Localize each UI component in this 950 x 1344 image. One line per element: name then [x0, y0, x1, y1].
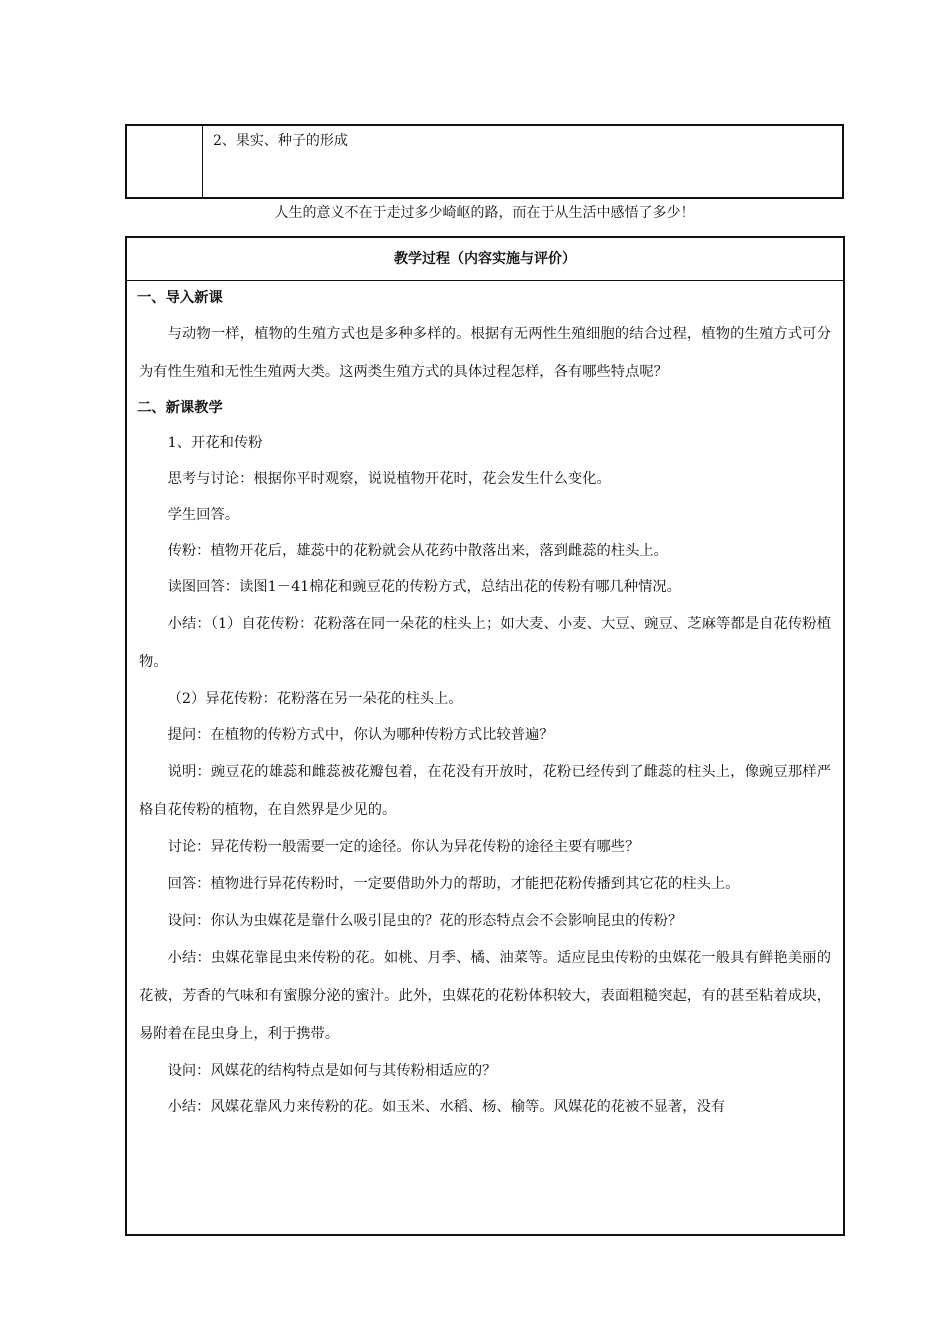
- top-table: [125, 124, 844, 199]
- intro-paragraph: 与动物一样，植物的生殖方式也是多种多样的。根据有无两性生殖细胞的结合过程，植物的生殖方式可分为有性生殖和无性生殖两大类。这两类生殖方式的具体过程怎样，各有哪些特点呢？: [139, 326, 831, 380]
- explain-pea: 说明：豌豆花的雄蕊和雌蕊被花瓣包着，在花没有开放时，花粉已经传到了雌蕊的柱头上，像豌豆那样严格自花传粉的植物，在自然界是少见的。: [139, 764, 831, 818]
- line-cross-pollination: （2）异花传粉：花粉落在另一朵花的柱头上。: [167, 691, 463, 707]
- line-think-discuss: 思考与讨论：根据你平时观察，说说植物开花时，花会发生什么变化。: [167, 471, 611, 487]
- section-title-new-lesson: 二、新课教学: [137, 400, 223, 416]
- question-insect-flowers: 设问：你认为虫媒花是靠什么吸引昆虫的？花的形态特点会不会影响昆虫的传粉？: [167, 913, 683, 929]
- section-title-intro: 一、导入新课: [137, 290, 223, 306]
- summary-insect-flowers: 小结：虫媒花靠昆虫来传粉的花。如桃、月季、橘、油菜等。适应昆虫传粉的虫媒花一般具有鲜艳美丽的花被，芳香的气味和有蜜腺分泌的蜜汁。此外，虫媒花的花粉体积较大，表面粗糙突起，有的甚至粘着成块，易附着在昆虫身上，利于携带。: [139, 950, 831, 1042]
- line-read-figure: 读图回答：读图1－41棉花和豌豆花的传粉方式，总结出花的传粉有哪几种情况。: [167, 579, 681, 595]
- question-wind-flowers: 设问：风媒花的结构特点是如何与其传粉相适应的？: [167, 1063, 497, 1079]
- discuss-paths: 讨论：异花传粉一般需要一定的途径。你认为异花传粉的途径主要有哪些？: [167, 839, 640, 855]
- answer-external-force: 回答：植物进行异花传粉时，一定要借助外力的帮助，才能把花粉传播到其它花的柱头上。: [167, 876, 740, 892]
- line-flowering: 1、开花和传粉: [167, 435, 263, 451]
- motto-line: 人生的意义不在于走过多少崎岖的路，而在于从生活中感悟了多少！: [274, 205, 695, 221]
- teaching-process-table: [125, 236, 845, 1236]
- line-pollination-def: 传粉：植物开花后，雄蕊中的花粉就会从花药中散落出来，落到雌蕊的柱头上。: [167, 543, 668, 559]
- top-table-right-cell: 2、果实、种子的形成: [213, 133, 348, 149]
- table-content: [127, 281, 843, 1125]
- table-header: 教学过程（内容实施与评价）: [127, 238, 843, 281]
- line-student-answer: 学生回答。: [167, 507, 240, 523]
- question-common-pollination: 提问：在植物的传粉方式中，你认为哪种传粉方式比较普遍？: [167, 727, 554, 743]
- summary-wind-flowers: 小结：风媒花靠风力来传粉的花。如玉米、水稻、杨、榆等。风媒花的花被不显著，没有: [167, 1099, 726, 1115]
- summary-self-pollination: 小结：（1）自花传粉：花粉落在同一朵花的柱头上；如大麦、小麦、大豆、豌豆、芝麻等都是自花传粉植物。: [139, 616, 831, 670]
- top-table-left-cell: [127, 126, 203, 197]
